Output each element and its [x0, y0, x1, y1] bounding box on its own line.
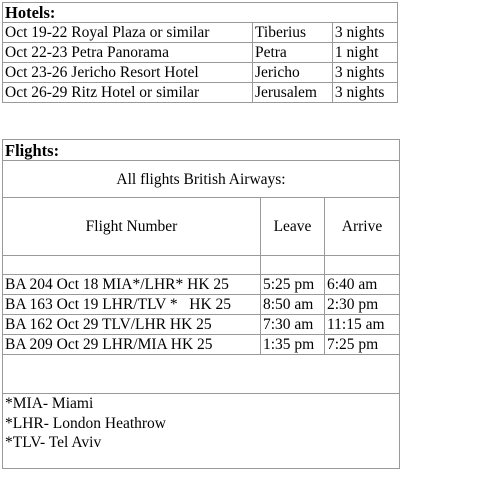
flights-title-row [3, 140, 400, 161]
flight-row [3, 315, 400, 335]
hotel-city: Jerusalem [252, 83, 332, 103]
hotels-title-row [3, 3, 398, 23]
flight-arrive: 11:15 am [325, 315, 400, 335]
hotel-row [3, 83, 398, 103]
footnote: *TLV- Tel Aviv [5, 434, 102, 451]
hotel-city: Jericho [252, 63, 332, 83]
flights-header-row [3, 198, 400, 256]
arrive-header: Arrive [325, 198, 400, 256]
flights-table [2, 139, 400, 469]
airline-note: All flights British Airways: [3, 161, 400, 198]
hotel-nights: 1 night [332, 43, 397, 63]
hotel-nights: 3 nights [332, 83, 397, 103]
flight-arrive: 2:30 pm [325, 295, 400, 315]
flight-arrive: 6:40 am [325, 275, 400, 295]
flight-row [3, 295, 400, 315]
flights-empty-row [3, 355, 400, 394]
footnotes-cell [3, 394, 400, 469]
flight-number-header: Flight Number [3, 198, 261, 256]
hotel-row [3, 23, 398, 43]
hotel-description: Oct 19-22 Royal Plaza or similar [3, 23, 253, 43]
flight-number: BA 162 Oct 29 TLV/LHR HK 25 [3, 315, 261, 335]
flight-row [3, 335, 400, 355]
hotel-nights: 3 nights [332, 23, 397, 43]
flight-leave: 7:30 am [261, 315, 325, 335]
hotel-city: Petra [252, 43, 332, 63]
flight-row [3, 275, 400, 295]
footnote: *MIA- Miami [5, 395, 94, 412]
spacer-cell [3, 256, 261, 275]
flight-arrive: 7:25 pm [325, 335, 400, 355]
hotel-description: Oct 26-29 Ritz Hotel or similar [3, 83, 253, 103]
hotel-row [3, 43, 398, 63]
hotel-city: Tiberius [252, 23, 332, 43]
flights-spacer-row [3, 256, 400, 275]
empty-cell [3, 355, 400, 394]
footnotes-row [3, 394, 400, 469]
hotel-nights: 3 nights [332, 63, 397, 83]
hotels-table [2, 2, 398, 103]
footnote: *LHR- London Heathrow [5, 414, 166, 432]
flight-number: BA 204 Oct 18 MIA*/LHR* HK 25 [3, 275, 261, 295]
airline-note-row [3, 161, 400, 198]
leave-header: Leave [261, 198, 325, 256]
hotel-description: Oct 22-23 Petra Panorama [3, 43, 253, 63]
flight-number: BA 163 Oct 19 LHR/TLV * HK 25 [3, 295, 261, 315]
spacer-cell [261, 256, 325, 275]
hotel-description: Oct 23-26 Jericho Resort Hotel [3, 63, 253, 83]
flight-number: BA 209 Oct 29 LHR/MIA HK 25 [3, 335, 261, 355]
flights-title: Flights: [3, 140, 400, 161]
hotels-title: Hotels: [3, 3, 398, 23]
flight-leave: 8:50 am [261, 295, 325, 315]
flight-leave: 1:35 pm [261, 335, 325, 355]
spacer-cell [325, 256, 400, 275]
flight-leave: 5:25 pm [261, 275, 325, 295]
hotel-row [3, 63, 398, 83]
